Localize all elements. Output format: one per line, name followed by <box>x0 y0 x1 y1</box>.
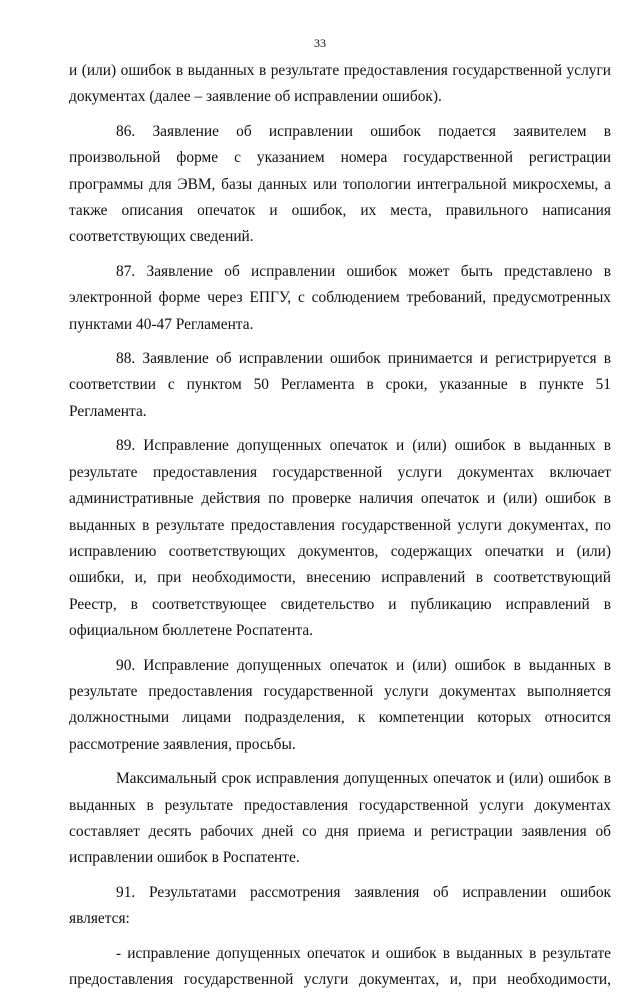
paragraph-continuation: и (или) ошибок в выданных в результате предоставления государственной услуги документах (далее – заявление об исправлении ошибок). <box>69 62 611 106</box>
paragraph-91-item: - исправление допущенных опечаток и ошибок в выданных в результате предоставления государственной услуги документах, и, при необходимости, <box>69 944 611 988</box>
paragraph-86: 86. Заявление об исправлении ошибок подается заявителем в произвольной форме с указанием номера государственной регистрации программы для ЭВМ, базы данных или топологии интегральной микросхемы, а также описания опечаток и ошибок, их места, правильного написания соответствующих сведений. <box>69 122 611 246</box>
paragraph-88: 88. Заявление об исправлении ошибок принимается и регистрируется в соответствии с пунктом 50 Регламента в сроки, указанные в пункте 51 Регламента. <box>69 350 611 420</box>
paragraph-89: 89. Исправление допущенных опечаток и (или) ошибок в выданных в результате предоставления государственной услуги документах включает административные действия по проверке наличия опечаток и (или) ошибок в выданных в результате предоставления государственной услуги документах, по исправлению соответствующих документов, содержащих опечатки и (или) ошибки, и, при необходимости, внесению исправлений в соответствующий Реестр, в соответствующее свидетельство и публикацию исправлений в официальном бюллетене Роспатента. <box>69 437 611 640</box>
paragraph-91: 91. Результатами рассмотрения заявления об исправлении ошибок является: <box>69 883 611 928</box>
paragraph-90: 90. Исправление допущенных опечаток и (или) ошибок в выданных в результате предоставления государственной услуги документах выполняется должностными лицами подразделения, к компетенции которых относится рассмотрение заявления, просьбы. <box>69 656 611 753</box>
paragraph-87: 87. Заявление об исправлении ошибок может быть представлено в электронной форме через ЕПГУ, с соблюдением требований, предусмотренных пунктами 40-47 Регламента. <box>69 262 611 333</box>
document-body <box>69 58 611 1001</box>
paragraph-max-term: Максимальный срок исправления допущенных опечаток и (или) ошибок в выданных в результате предоставления государственной услуги документах составляет десять рабочих дней со дня приема и регистрации заявления об исправлении ошибок в Роспатенте. <box>69 770 611 867</box>
page-number: 33 <box>314 36 326 50</box>
